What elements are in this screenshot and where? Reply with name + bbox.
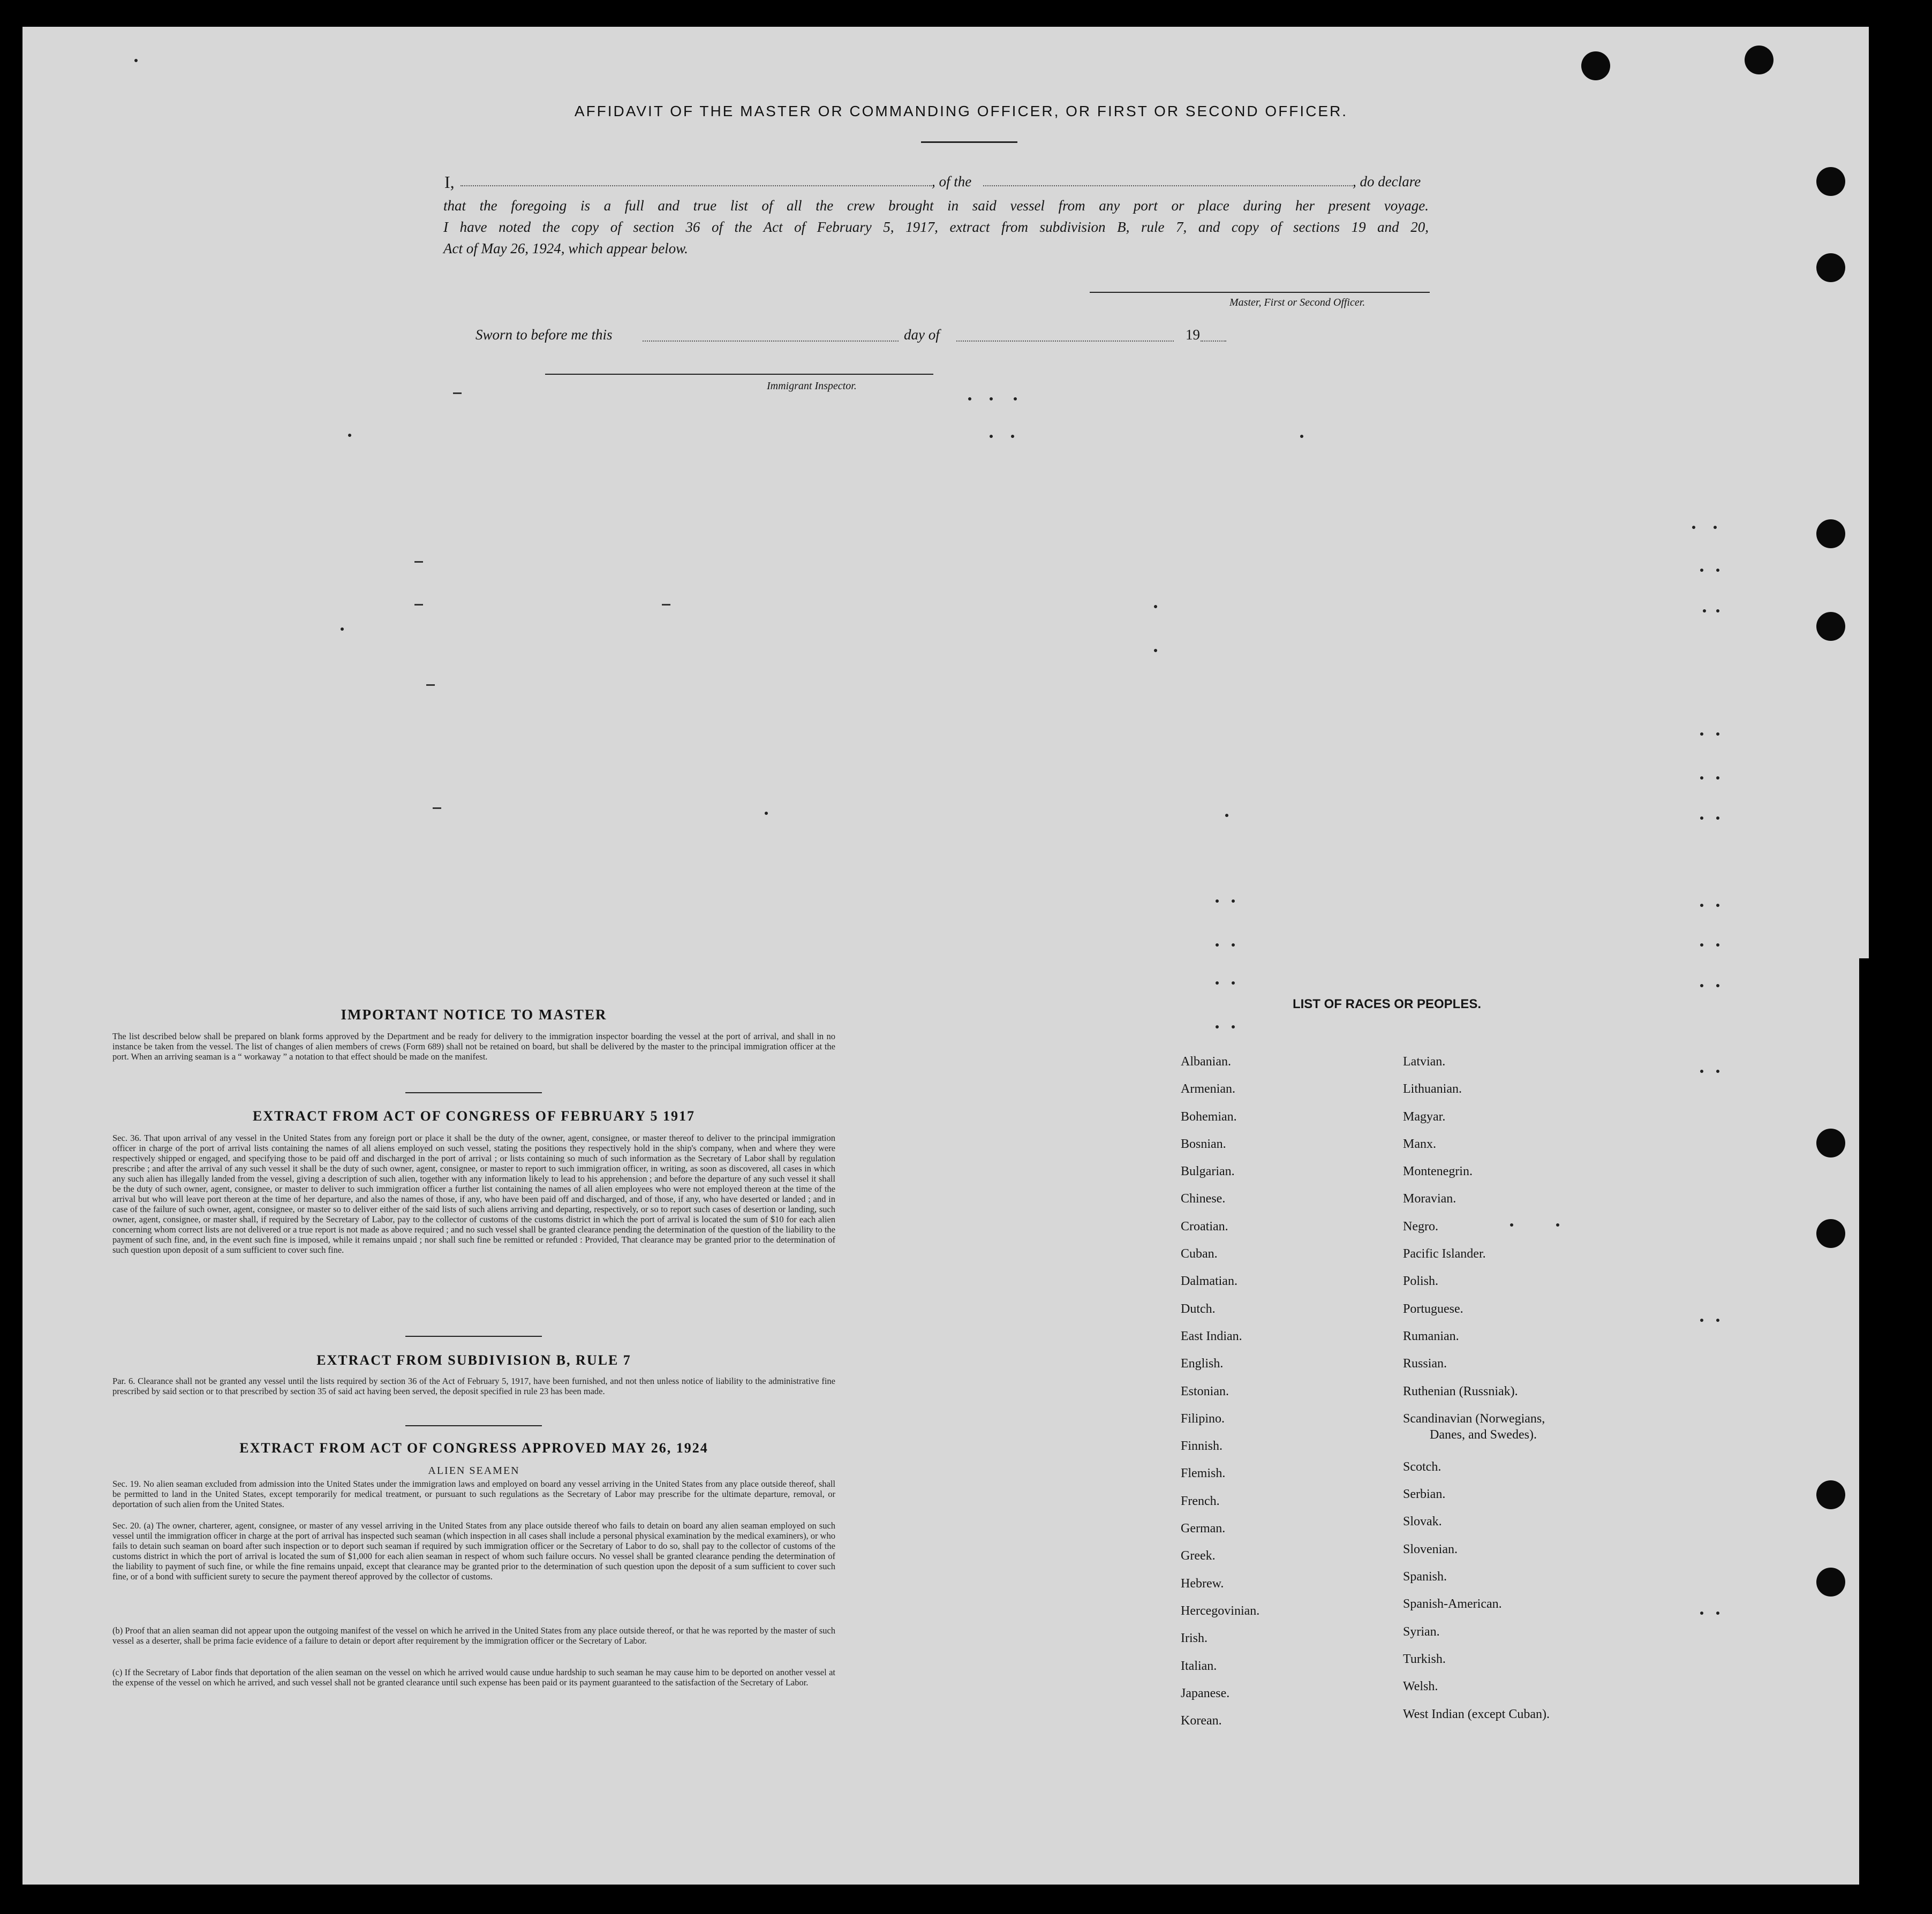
race-item: Greek. xyxy=(1181,1549,1216,1563)
scan-speck xyxy=(1700,1319,1703,1322)
race-item: Scotch. xyxy=(1403,1459,1442,1474)
race-item: Scandinavian (Norwegians, xyxy=(1403,1411,1545,1426)
race-item: Russian. xyxy=(1403,1357,1447,1371)
extract-rule7-title: EXTRACT FROM SUBDIVISION B, RULE 7 xyxy=(316,1352,631,1368)
race-item: French. xyxy=(1181,1494,1220,1508)
scan-speck xyxy=(1700,1612,1703,1615)
scan-speck xyxy=(1700,984,1703,987)
scan-speck xyxy=(1716,609,1719,612)
scan-speck xyxy=(1700,816,1703,820)
scan-speck xyxy=(134,59,138,62)
scan-speck xyxy=(1716,943,1719,947)
race-item: Serbian. xyxy=(1403,1487,1446,1502)
races-left-column xyxy=(1181,1054,1259,1740)
scan-dash xyxy=(414,604,423,606)
extract-1924-title: EXTRACT FROM ACT OF CONGRESS APPROVED MAY 26, 1924 xyxy=(239,1440,708,1456)
section-20b-text: (b) Proof that an alien seaman did not appear upon the outgoing manifest of the vessel on which he arrived in the United States from any place outside thereof, or that he was reported by the master of such vessel as a deserter, shall be prima facie evidence of a failure to detain or deport after requirement by the immigration officer or the Secretary of Labor. xyxy=(112,1625,835,1646)
scan-speck xyxy=(1011,435,1014,438)
punch-hole xyxy=(1745,46,1773,74)
scan-speck xyxy=(1716,816,1719,820)
inspector-signature-label: Immigrant Inspector. xyxy=(767,380,857,392)
scan-speck xyxy=(1232,899,1235,903)
scan-speck xyxy=(1692,526,1695,529)
scan-speck xyxy=(1700,904,1703,907)
race-item: Turkish. xyxy=(1403,1652,1446,1666)
race-item: Bulgarian. xyxy=(1181,1164,1235,1179)
race-item: Welsh. xyxy=(1403,1680,1438,1694)
scan-speck xyxy=(1716,569,1719,572)
title-underline xyxy=(921,141,1017,143)
race-item: Bohemian. xyxy=(1181,1109,1237,1124)
punch-hole xyxy=(1816,167,1845,196)
race-item: Ruthenian (Russniak). xyxy=(1403,1384,1518,1398)
scan-dash xyxy=(414,561,423,563)
race-item: Hercegovinian. xyxy=(1181,1603,1260,1618)
scan-speck xyxy=(1232,943,1235,947)
sworn-day-blank xyxy=(643,339,899,342)
race-item: Estonian. xyxy=(1181,1384,1229,1398)
race-item: English. xyxy=(1181,1357,1224,1371)
scan-speck xyxy=(1714,526,1717,529)
race-item: Polish. xyxy=(1403,1274,1439,1289)
scan-speck xyxy=(1216,899,1219,903)
year-label: 19 xyxy=(1186,327,1200,343)
race-item: Irish. xyxy=(1181,1631,1208,1646)
race-item-multiline xyxy=(1403,1411,1550,1459)
race-item: Dutch. xyxy=(1181,1302,1216,1316)
scan-speck xyxy=(1716,776,1719,780)
notice-divider xyxy=(405,1092,542,1093)
race-item: Moravian. xyxy=(1403,1192,1456,1206)
punch-hole xyxy=(1816,1129,1845,1158)
race-item: Spanish. xyxy=(1403,1570,1447,1584)
punch-hole xyxy=(1816,253,1845,282)
scan-speck xyxy=(341,627,344,631)
race-item: Italian. xyxy=(1181,1659,1217,1673)
scan-speck xyxy=(1216,1025,1219,1028)
race-item: West Indian (except Cuban). xyxy=(1403,1707,1550,1721)
race-item: Spanish-American. xyxy=(1403,1597,1502,1612)
race-item: Magyar. xyxy=(1403,1109,1446,1124)
scan-speck xyxy=(1700,943,1703,947)
race-item: Korean. xyxy=(1181,1714,1222,1728)
scan-dash xyxy=(662,604,670,606)
scan-speck xyxy=(1716,1070,1719,1073)
extract-rule7-divider xyxy=(405,1425,542,1426)
sworn-label: Sworn to before me this xyxy=(476,327,613,343)
scan-speck xyxy=(1216,981,1219,985)
scan-speck xyxy=(1225,814,1228,817)
race-item: Filipino. xyxy=(1181,1411,1225,1426)
notice-title: IMPORTANT NOTICE TO MASTER xyxy=(341,1007,607,1023)
scan-speck xyxy=(990,435,993,438)
scan-speck xyxy=(1703,609,1706,612)
scan-speck xyxy=(1556,1223,1559,1227)
notice-text: The list described below shall be prepared on blank forms approved by the Department and be ready for delivery to the immigration inspector boarding the vessel at the port of arrival, and shall in no instance be taken from the vessel. The list of changes of alien members of crews (Form 689) shall not be retained on board, but shall be delivered by the master to the principal immigration officer at the port. When an arriving seaman is a “ workaway ” a notation to that effect should be made on the manifest. xyxy=(112,1031,835,1062)
affidavit-line-2: that the foregoing is a full and true list of all the crew brought in said vessel from any port or place during her present voyage. xyxy=(443,198,1429,214)
race-item: Dalmatian. xyxy=(1181,1274,1237,1289)
year-blank xyxy=(1201,339,1226,342)
race-item: Croatian. xyxy=(1181,1219,1228,1234)
race-item: East Indian. xyxy=(1181,1329,1242,1343)
race-item: Cuban. xyxy=(1181,1247,1218,1261)
race-item: Japanese. xyxy=(1181,1686,1230,1700)
punch-hole xyxy=(1816,1219,1845,1248)
scan-speck xyxy=(1154,649,1157,652)
scan-speck xyxy=(348,434,351,437)
section-20a-text: Sec. 20. (a) The owner, charterer, agent, consignee, or master of any vessel arriving in the United States from any place outside thereof who fails to detain on board any alien seaman employed on such vessel until the immigration officer in charge at the port of arrival has inspected such seaman (which inspection in all cases shall include a personal physical examination by the medical examiners), or who fails to detain such seaman on board after such inspection or to deport such seaman if required by such immigration officer or the Secretary of Labor to do so, shall pay to the collector of customs of the customs district in which the port of arrival is located the sum of $1,000 for each alien seaman in respect of whom such failure occurs. No vessel shall be granted clearance pending the determination of the liability to payment of such fine, or while the fine remains unpaid, except that clearance may be granted prior to the determination of such question upon the deposit of a sum sufficient to cover such fine, or of a bond with sufficient surety to secure the payment thereof approved by the collector of customs. xyxy=(112,1520,835,1582)
scan-speck xyxy=(968,397,971,400)
punch-hole xyxy=(1816,1568,1845,1597)
scan-speck xyxy=(1154,605,1157,608)
affidavit-line-4: Act of May 26, 1924, which appear below. xyxy=(443,240,688,256)
race-item: Syrian. xyxy=(1403,1624,1440,1639)
scan-speck xyxy=(1700,569,1703,572)
punch-hole xyxy=(1816,1480,1845,1509)
race-item: German. xyxy=(1181,1522,1226,1536)
scan-dash xyxy=(426,684,435,686)
race-item-continuation: Danes, and Swedes). xyxy=(1430,1427,1537,1442)
alien-seamen-subtitle: ALIEN SEAMEN xyxy=(428,1465,520,1477)
sworn-month-blank xyxy=(956,339,1174,342)
scan-dash xyxy=(433,807,441,809)
document-page xyxy=(22,27,1859,1885)
vessel-blank xyxy=(983,184,1353,186)
master-signature-line xyxy=(1090,292,1430,293)
race-item: Albanian. xyxy=(1181,1055,1231,1069)
race-item: Slovenian. xyxy=(1403,1542,1458,1556)
race-item: Manx. xyxy=(1403,1137,1436,1151)
extract-1917-divider xyxy=(405,1336,542,1337)
race-item: Chinese. xyxy=(1181,1192,1226,1206)
inspector-signature-line xyxy=(545,374,933,375)
scan-speck xyxy=(1716,1612,1719,1615)
race-item: Montenegrin. xyxy=(1403,1164,1473,1179)
race-item: Pacific Islander. xyxy=(1403,1247,1486,1261)
scan-speck xyxy=(1716,732,1719,736)
races-list-title: LIST OF RACES OR PEOPLES. xyxy=(1292,997,1482,1011)
race-item: Slovak. xyxy=(1403,1515,1442,1529)
scan-speck xyxy=(1014,397,1017,400)
race-item: Bosnian. xyxy=(1181,1137,1226,1151)
scan-speck xyxy=(1700,776,1703,780)
extract-rule7-text: Par. 6. Clearance shall not be granted any vessel until the lists required by section 36 of the Act of February 5, 1917, have been furnished, and not then unless notice of liability to the administrative fine prescribed by said section or to that prescribed by section 35 of said act having been served, the deposit specified in rule 23 has been made. xyxy=(112,1376,835,1396)
scan-speck xyxy=(765,812,768,815)
race-item: Latvian. xyxy=(1403,1055,1446,1069)
scan-speck xyxy=(1700,1070,1703,1073)
scan-speck xyxy=(1216,943,1219,947)
race-item: Finnish. xyxy=(1181,1439,1223,1454)
race-item: Armenian. xyxy=(1181,1082,1235,1096)
scan-speck xyxy=(1716,904,1719,907)
race-item: Rumanian. xyxy=(1403,1329,1459,1343)
of-the-label: , of the xyxy=(932,173,972,190)
section-20c-text: (c) If the Secretary of Labor finds that deportation of the alien seaman on the vessel on which he arrived would cause undue hardship to such seaman he may cause him to be deported on another vessel at the expense of the vessel on which he arrived, and such vessel shall not be granted clearance until such expense has been paid or its payment guaranteed to the satisfaction of the Secretary of Labor. xyxy=(112,1667,835,1688)
punch-hole xyxy=(1816,519,1845,548)
scan-dash xyxy=(453,392,462,394)
race-item: Hebrew. xyxy=(1181,1576,1224,1591)
do-declare-label: , do declare xyxy=(1353,173,1421,190)
extract-1917-title: EXTRACT FROM ACT OF CONGRESS OF FEBRUARY 5 1917 xyxy=(253,1108,695,1124)
name-blank xyxy=(461,184,932,186)
affidavit-title: AFFIDAVIT OF THE MASTER OR COMMANDING OFFICER, OR FIRST OR SECOND OFFICER. xyxy=(574,103,1348,119)
page-edge xyxy=(1859,27,1869,958)
scan-speck xyxy=(1232,981,1235,985)
race-item: Negro. xyxy=(1403,1219,1438,1234)
scan-speck xyxy=(1300,435,1303,438)
extract-1917-text: Sec. 36. That upon arrival of any vessel in the United States from any foreign port or place it shall be the duty of the owner, agent, consignee, or master thereof to deliver to the principal immigration officer in charge of the port of arrival lists containing the names of all aliens employed on such vessel, stating the positions they respectively hold in the ship's company, when and where they were respectively shipped or engaged, and specifying those to be paid off and discharged in the port of arrival ; or lists containing so much of such information as the Secretary of Labor shall by regulation prescribe ; and after the arrival of any such vessel it shall be the duty of such owner, agent, consignee, or master to report to such immigration officer, in writing, as soon as discovered, all cases in which any such alien has illegally landed from the vessel, giving a description of such alien, together with any information likely to lead to his apprehension ; and before the departure of any such vessel it shall be the duty of such owner, agent, consignee, or master to deliver to such immigration officer a further list containing the names of all alien employees who were not employed thereon at the time of the arrival but who will leave port thereon at the time of her departure, and also the names of those, if any, who have been paid off and discharged, and of those, if any, who have deserted or landed ; and in case of the failure of such owner, agent, consignee, or master so to deliver either of the said lists of such aliens arriving and departing, respectively, or so to report such cases of desertion or landing, such owner, agent, consignee, or master shall, if required by the Secretary of Labor, pay to the collector of customs of the customs district in which the port of arrival is located the sum of $10 for each alien concerning whom correct lists are not delivered or a true report is not made as above required ; and no such vessel shall be granted clearance pending the determination of the question of the liability to the payment of such fine, and, in the event such fine is imposed, while it remains unpaid ; nor shall such fine be remitted or refunded : Provided, That clearance may be granted prior to the determination of such question upon deposit of a sum sufficient to cover such fine. xyxy=(112,1133,835,1255)
scan-speck xyxy=(1232,1025,1235,1028)
section-19-text: Sec. 19. No alien seaman excluded from admission into the United States under the immigration laws and employed on board any vessel arriving in the United States from any place outside thereof, shall be permitted to land in the United States, except temporarily for medical treatment, or pursuant to such regulations as the Secretary of Labor may prescribe for the ultimate departure, removal, or deportation of such alien from the United States. xyxy=(112,1479,835,1509)
scan-speck xyxy=(1700,732,1703,736)
race-item: Portuguese. xyxy=(1403,1302,1463,1316)
scan-speck xyxy=(1716,1319,1719,1322)
punch-hole xyxy=(1581,51,1610,80)
master-signature-label: Master, First or Second Officer. xyxy=(1229,297,1365,308)
affidavit-line-3: I have noted the copy of section 36 of the Act of February 5, 1917, extract from subdivision B, rule 7, and copy of sections 19 and 20, xyxy=(443,219,1429,235)
affidavit-lead: I, xyxy=(444,172,455,192)
scan-speck xyxy=(1716,984,1719,987)
punch-hole xyxy=(1816,612,1845,641)
day-of-label: day of xyxy=(904,327,940,343)
race-item: Flemish. xyxy=(1181,1466,1226,1481)
race-item: Lithuanian. xyxy=(1403,1082,1462,1096)
races-right-column xyxy=(1403,1054,1550,1734)
scan-speck xyxy=(990,397,993,400)
